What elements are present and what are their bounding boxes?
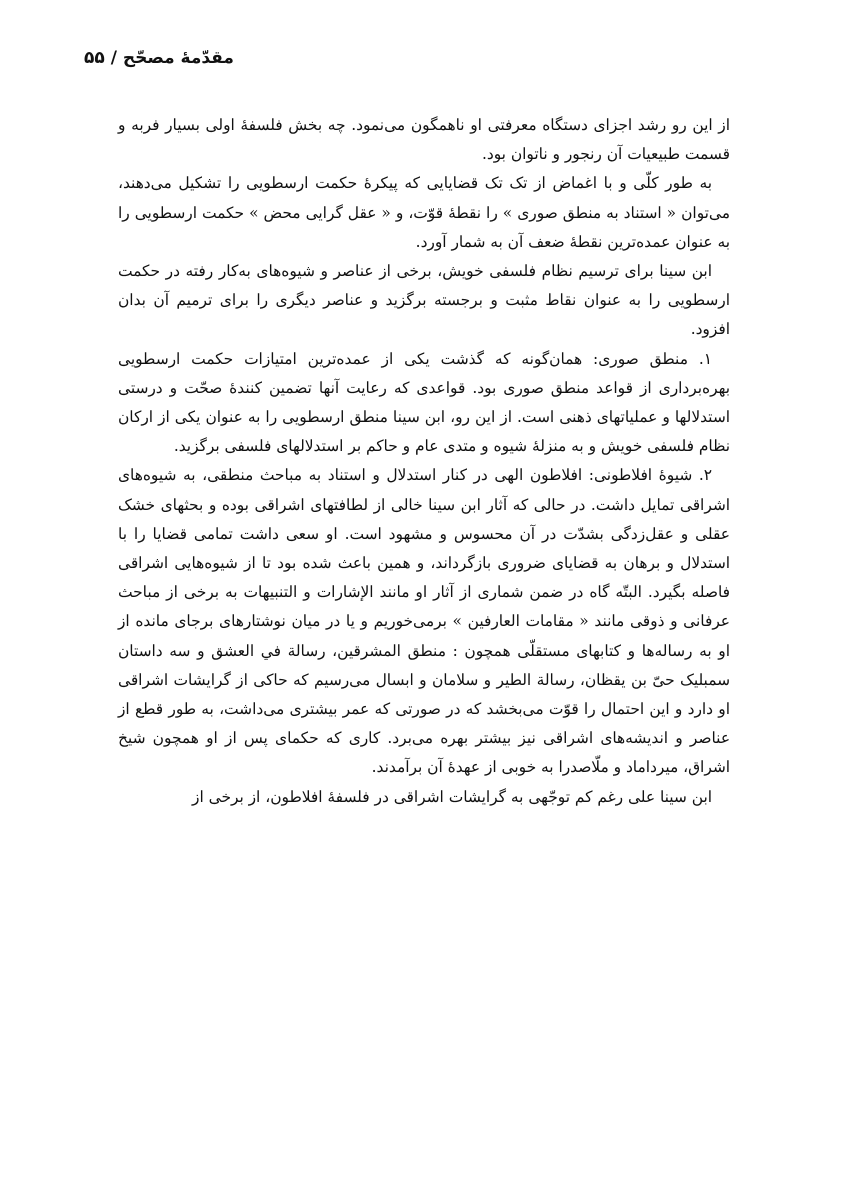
page-number: ۵۵	[84, 48, 105, 68]
paragraph-closing-line: ابن سینا علی رغم کم توجّهی به گرایشات اشراقی در فلسفهٔ افلاطون، از برخی از	[192, 787, 712, 806]
running-head	[84, 44, 384, 72]
running-head-title: مقدّمهٔ مصحّح	[122, 48, 234, 68]
paragraph-formal-logic: ۱. منطق صوری: همان‌گونه که گذشت یکی از عمده‌ترین امتیازات حکمت ارسطویی بهره‌برداری از قواعد منطق صوری بود. قواعدی که رعایت آنها تضمین کنندهٔ صحّت و درستی استدلالها و عملیاتهای ذهنی است. از این رو، ابن سینا منطق ارسطویی را به عنوان یکی از ارکان نظام فلسفی خویش و به منزلهٔ شیوه و متدی عام و حاکم بر استدلالهای فلسفی برگزید.	[118, 349, 730, 456]
body-text	[118, 111, 730, 812]
running-head-separator: /	[110, 48, 117, 68]
paragraph-avicenna-system: ابن سینا برای ترسیم نظام فلسفی خویش، برخی از عناصر و شیوه‌های به‌کار رفته در حکمت ارسطویی را به عنوان نقاط مثبت و برجسته برگزید و عناصر دیگری را برای ترمیم آن بدان افزود.	[118, 262, 730, 339]
paragraph-continuation: از این رو رشد اجزای دستگاه معرفتی او ناهمگون می‌نمود. چه بخش فلسفهٔ اولی بسیار فربه و قسمت طبیعیات آن رنجور و ناتوان بود.	[118, 116, 730, 164]
paragraph-aristotelian-strengths: به طور کلّی و با اغماض از تک تک قضایایی که پیکرهٔ حکمت ارسطویی را تشکیل می‌دهند، می‌توان « استناد به منطق صوری » را نقطهٔ قوّت، و « عقل گرایی محض » حکمت ارسطویی را به عنوان عمده‌ترین نقطهٔ ضعف آن به شمار آورد.	[118, 174, 730, 251]
paragraph-platonic-method: ۲. شیوهٔ افلاطونی: افلاطون الهی در کنار استدلال و استناد به مباحث منطقی، به شیوه‌های اشراقی تمایل داشت. در حالی که آثار ابن سینا خالی از لطافتهای اشراقی بوده و بحثهای خشک عقلی و عقل‌زدگی بشدّت در آن محسوس و مشهود است. او سعی داشت تمامی قضایا را با استدلال و برهان به قضایای ضروری بازگرداند، و همین باعث شده بود تا از شیوه‌هایی اشراقی فاصله بگیرد. البتّه گاه در ضمن شماری از آثار او مانند الإشارات و التنبیهات به برخی از مباحث عرفانی و ذوقی مانند « مقامات العارفین » برمی‌خوریم و یا در میان نوشتارهای برجای مانده از او به رساله‌ها و کتابهای مستقلّی همچون : منطق المشرقین، رسالة في العشق و سه داستان سمبلیک حیّ بن یقظان، رسالة الطیر و سلامان و ابسال می‌رسیم که حاکی از گرایشات اشراقی او دارد و این احتمال را قوّت می‌بخشد که در صورتی که عمر بیشتری می‌داشت، به طور قطع از عناصر و اندیشه‌های اشراقی نیز بیشتر بهره می‌برد. کاری که حکمای پس از او همچون شیخ اشراق، میرداماد و ملّاصدرا به خوبی از عهدهٔ آن برآمدند.	[118, 466, 730, 777]
